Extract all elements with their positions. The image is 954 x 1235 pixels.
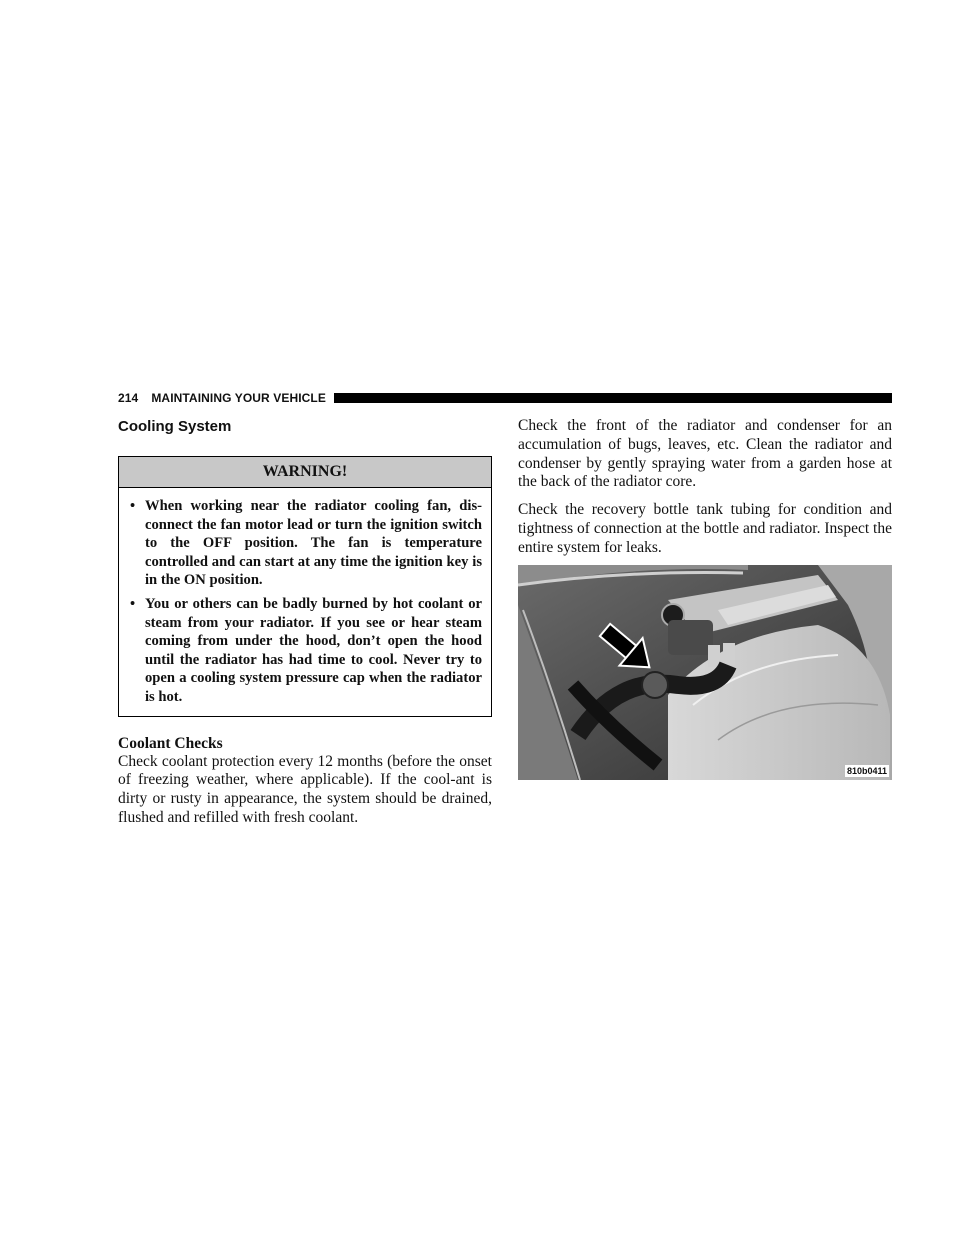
warning-list [119,488,491,716]
section-title: MAINTAINING YOUR VEHICLE [151,391,326,405]
figure-code: 810b0411 [846,765,887,776]
warning-box [118,456,492,717]
warning-item-text: When working near the radiator cooling fan, dis-connect the fan motor lead or turn the ignition switch to the OFF position. The fan is temperature controlled and can start at any time the ignition key is in the ON position. [145,498,482,589]
left-column [118,417,492,828]
warning-item-text: You or others can be badly burned by hot coolant or steam from your radiator. If you see or hear steam coming from under the hood, don’t open the hood until the radiator has had time to cool. Never try to open a cooling system pressure cap when the radiator is hot. [145,595,482,705]
engine-compartment-photo [518,565,892,780]
warning-title: WARNING! [119,457,491,488]
cooling-system-heading: Cooling System [118,418,232,435]
right-column [518,417,892,780]
recovery-bottle-paragraph: Check the recovery bottle tank tubing for condition and tightness of connection at the bottle and radiator. Inspect the entire system for leaks. [518,501,892,556]
warning-item [127,595,482,707]
warning-item [127,497,482,590]
page-header [118,389,892,407]
header-rule [334,393,892,403]
bullet-icon: • [130,595,136,612]
radiator-paragraph: Check the front of the radiator and condenser for an accumulation of bugs, leaves, etc. Clean the radiator and condenser by gently spraying water from a garden hose at the back of the radiator core. [518,417,892,491]
bullet-icon: • [130,498,136,514]
coolant-checks-paragraph: Check coolant protection every 12 months (before the onset of freezing weather, where applicable). If the cool-ant is dirty or rusty in appearance, the system should be drained, flushed and refilled with fresh coolant. [118,752,492,826]
page-number: 214 [118,391,139,405]
coolant-checks-heading: Coolant Checks [118,734,223,752]
engine-illustration-icon [518,565,892,780]
